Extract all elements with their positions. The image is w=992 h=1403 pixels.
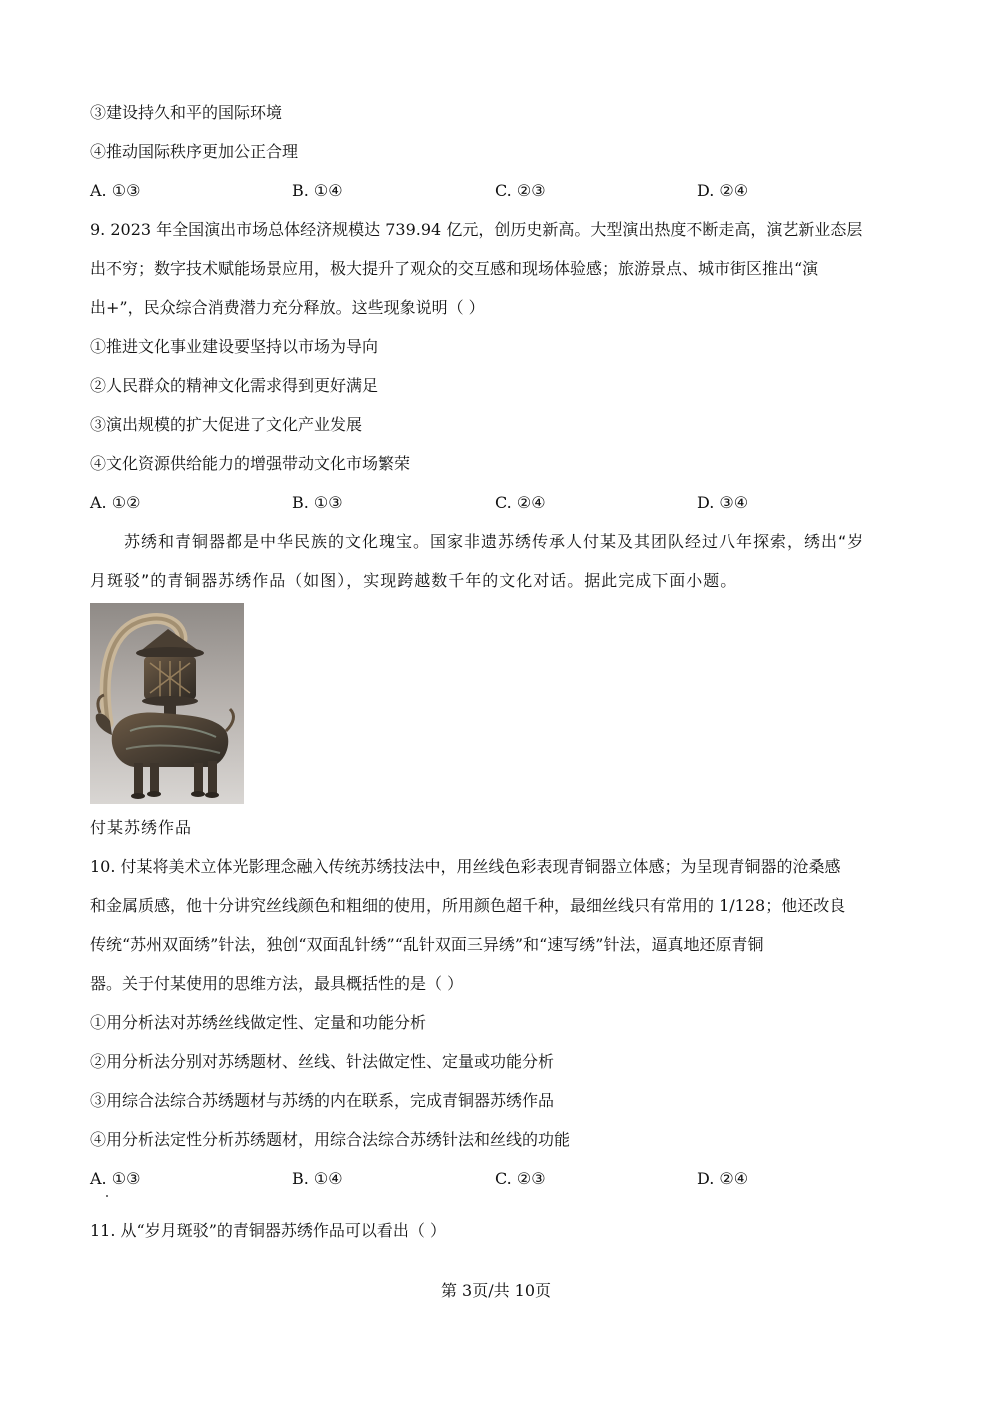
q9-item-2: ②人民群众的精神文化需求得到更好满足 <box>90 376 379 395</box>
q9-stem-line-2: 出不穷；数字技术赋能场景应用，极大提升了观众的交互感和现场体验感；旅游景点、城市街区推出“演 <box>90 259 819 278</box>
q9-option-d: D. ③④ <box>697 493 749 512</box>
material-line-2: 月斑驳”的青铜器苏绣作品（如图），实现跨越数千年的文化对话。据此完成下面小题。 <box>90 571 738 590</box>
q8-option-c: C. ②③ <box>495 181 546 200</box>
q11-stem: 11. 从“岁月斑驳”的青铜器苏绣作品可以看出（ ） <box>90 1221 446 1240</box>
figure-caption: 付某苏绣作品 <box>90 818 193 837</box>
q10-item-3: ③用综合法综合苏绣题材与苏绣的内在联系，完成青铜器苏绣作品 <box>90 1091 555 1110</box>
q8-option-d: D. ②④ <box>697 181 749 200</box>
q10-option-b: B. ①④ <box>292 1169 343 1188</box>
q9-option-a: A. ①② <box>90 493 141 512</box>
q8-option-b: B. ①④ <box>292 181 343 200</box>
q9-stem-line-3: 出+”，民众综合消费潜力充分释放。这些现象说明（ ） <box>90 298 485 317</box>
q10-stem-line-2: 和金属质感，他十分讲究丝线颜色和粗细的使用，所用颜色超千种，最细丝线只有常用的 1/128；他还改良 <box>90 896 846 915</box>
q10-stem-line-1: 10. 付某将美术立体光影理念融入传统苏绣技法中，用丝线色彩表现青铜器立体感；为呈现青铜器的沧桑感 <box>90 857 841 876</box>
q8-options <box>90 180 910 202</box>
q8-option-a: A. ①③ <box>90 181 141 200</box>
q9-options <box>90 492 910 514</box>
q10-option-d: D. ②④ <box>697 1169 749 1188</box>
q9-stem-line-1: 9. 2023 年全国演出市场总体经济规模达 739.94 亿元，创历史新高。大型演出热度不断走高，演艺新业态层 <box>90 220 863 239</box>
q10-stem-line-3: 传统“苏州双面绣”针法，独创“双面乱针绣”“乱针双面三异绣”和“速写绣”针法，逼真地还原青铜 <box>90 935 764 954</box>
q9-item-1: ①推进文化事业建设要坚持以市场为导向 <box>90 337 379 356</box>
stray-dot <box>106 1195 108 1197</box>
material-line-1: 苏绣和青铜器都是中华民族的文化瑰宝。国家非遗苏绣传承人付某及其团队经过八年探索，绣出“岁 <box>124 532 865 551</box>
q8-item-3: ③建设持久和平的国际环境 <box>90 103 283 122</box>
q10-item-4: ④用分析法定性分析苏绣题材，用综合法综合苏绣针法和丝线的功能 <box>90 1130 571 1149</box>
q10-item-1: ①用分析法对苏绣丝线做定性、定量和功能分析 <box>90 1013 427 1032</box>
q10-item-2: ②用分析法分别对苏绣题材、丝线、针法做定性、定量或功能分析 <box>90 1052 555 1071</box>
q9-option-c: C. ②④ <box>495 493 546 512</box>
q10-option-c: C. ②③ <box>495 1169 546 1188</box>
q9-option-b: B. ①③ <box>292 493 343 512</box>
bronze-embroidery-image <box>90 603 244 804</box>
page-footer: 第 3页/共 10页 <box>440 1281 552 1300</box>
q8-item-4: ④推动国际秩序更加公正合理 <box>90 142 299 161</box>
q9-item-3: ③演出规模的扩大促进了文化产业发展 <box>90 415 363 434</box>
q10-options <box>90 1168 910 1190</box>
q9-item-4: ④文化资源供给能力的增强带动文化市场繁荣 <box>90 454 411 473</box>
q10-stem-line-4: 器。关于付某使用的思维方法，最具概括性的是（ ） <box>90 974 464 993</box>
q10-option-a: A. ①③ <box>90 1169 141 1188</box>
